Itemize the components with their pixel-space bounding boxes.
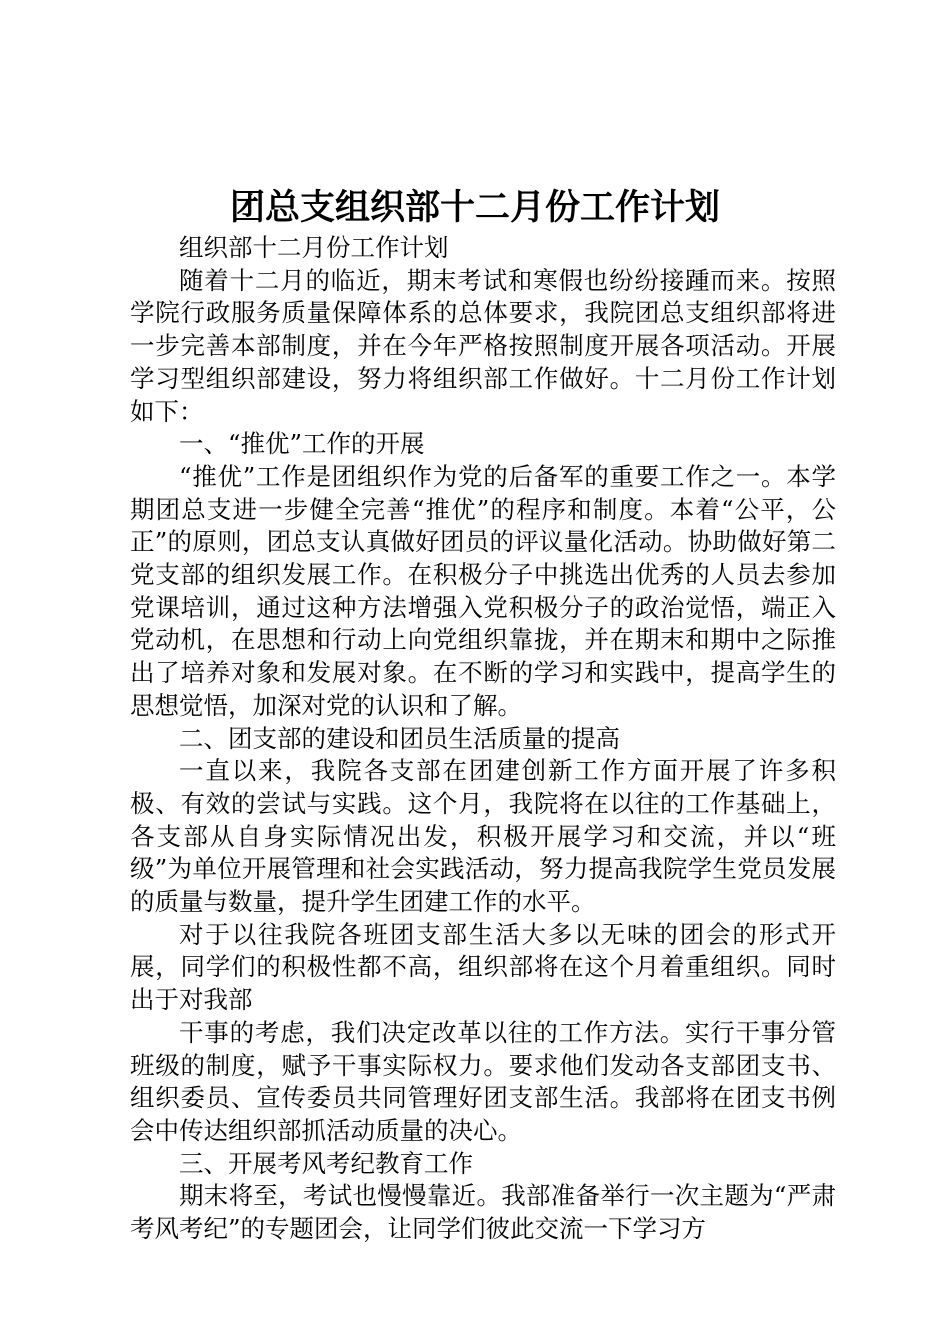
- paragraph-section-2b: 对于以往我院各班团支部生活大多以无味的团会的形式开展，同学们的积极性都不高，组织部将在这个月着重组织。同时出于对我部: [130, 919, 836, 1015]
- section-heading-2: 二、团支部的建设和团员生活质量的提高: [179, 723, 620, 753]
- paragraph-section-3: 期末将至，考试也慢慢靠近。我部准备举行一次主题为“严肃考风考纪”的专题团会，让同学们彼此交流一下学习方: [130, 1181, 836, 1244]
- section-heading-1: 一、“推优”工作的开展: [179, 429, 425, 459]
- section-heading-3: 三、开展考风考纪教育工作: [179, 1148, 473, 1178]
- paragraph-subtitle: 组织部十二月份工作计划: [179, 233, 449, 262]
- paragraph-section-1: “推优”工作是团组织作为党的后备军的重要工作之一。本学期团总支进一步健全完善“推优”的程序和制度。本着“公平，公正”的原则，团总支认真做好团员的评议量化活动。协助做好第二党支部的组织发展工作。在积极分子中挑选出优秀的人员去参加党课培训，通过这种方法增强入党积极分子的政治觉悟，端正入党动机，在思想和行动上向党组织靠拢，并在期末和期中之际推出了培养对象和发展对象。在不断的学习和实践中，提高学生的思想觉悟，加深对党的认识和了解。: [130, 461, 836, 720]
- paragraph-section-2a: 一直以来，我院各支部在团建创新工作方面开展了许多积极、有效的尝试与实践。这个月，我院将在以往的工作基础上，各支部从自身实际情况出发，积极开展学习和交流，并以“班级”为单位开展管理和社会实践活动，努力提高我院学生党员发展的质量与数量，提升学生团建工作的水平。: [130, 756, 836, 917]
- paragraph-section-2c: 干事的考虑，我们决定改革以往的工作方法。实行干事分管班级的制度，赋予干事实际权力。要求他们发动各支部团支书、组织委员、宣传委员共同管理好团支部生活。我部将在团支书例会中传达组织部抓活动质量的决心。: [130, 1017, 836, 1145]
- paragraph-intro: 随着十二月的临近，期末考试和寒假也纷纷接踵而来。按照学院行政服务质量保障体系的总体要求，我院团总支组织部将进一步完善本部制度，并在今年严格按照制度开展各项活动。开展学习型组织部建设，努力将组织部工作做好。十二月份工作计划如下：: [130, 265, 836, 426]
- document-title: 团总支组织部十二月份工作计划: [229, 187, 720, 228]
- document-body: [130, 232, 836, 1246]
